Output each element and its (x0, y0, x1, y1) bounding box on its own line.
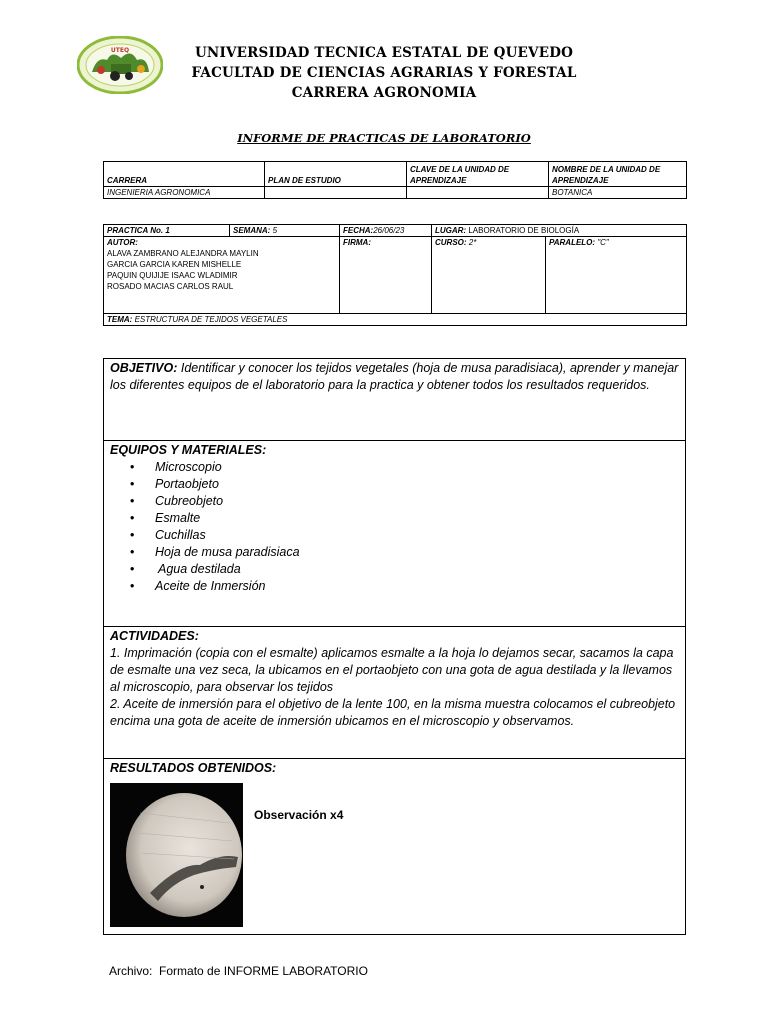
author-name: ROSADO MACIAS CARLOS RAUL (107, 282, 234, 291)
header-carrera: CARRERA (104, 162, 265, 187)
firma-cell: FIRMA: (340, 237, 432, 314)
list-item: • Hoja de musa paradisiaca (110, 544, 679, 561)
resultados-label: RESULTADOS OBTENIDOS: (110, 761, 277, 775)
list-item: • Cuchillas (110, 527, 679, 544)
equipos-section (103, 440, 686, 627)
list-item: • Aceite de Inmersión (110, 578, 679, 595)
tema-cell: TEMA: ESTRUCTURA DE TEJIDOS VEGETALES (104, 314, 687, 326)
value-nombre-unidad: BOTANICA (549, 187, 687, 199)
header-clave-unidad: CLAVE DE LA UNIDAD DE APRENDIZAJE (407, 162, 549, 187)
footer-value: Formato de INFORME LABORATORIO (159, 964, 368, 978)
header-plan-estudio: PLAN DE ESTUDIO (265, 162, 407, 187)
equipos-label: EQUIPOS Y MATERIALES: (110, 443, 267, 457)
autor-cell: AUTOR: ALAVA ZAMBRANO ALEJANDRA MAYLIN GARCIA GARCIA KAREN MISHELLE PAQUIN QUIJIJE ISAAC WLADIMIR ROSADO MACIAS CARLOS RAUL (104, 237, 340, 314)
footer-label: Archivo: (109, 964, 153, 978)
author-name: ALAVA ZAMBRANO ALEJANDRA MAYLIN (107, 249, 259, 258)
actividades-section (103, 626, 686, 759)
faculty-name: FACULTAD DE CIENCIAS AGRARIAS Y FORESTAL (191, 65, 577, 81)
objetivo-section (103, 358, 686, 441)
list-item: • Portaobjeto (110, 476, 679, 493)
author-name: GARCIA GARCIA KAREN MISHELLE (107, 260, 242, 269)
value-clave-unidad (407, 187, 549, 199)
list-item: • Agua destilada (110, 561, 679, 578)
lugar-cell: LUGAR: LABORATORIO DE BIOLOGÍA (432, 225, 687, 237)
author-name: PAQUIN QUIJIJE ISAAC WLADIMIR (107, 271, 238, 280)
fecha-cell: FECHA:26/06/23 (340, 225, 432, 237)
list-item: • Cubreobjeto (110, 493, 679, 510)
list-item: • Esmalte (110, 510, 679, 527)
svg-text:UTEQ: UTEQ (110, 47, 130, 54)
objetivo-text: Identificar y conocer los tejidos vegetales (hoja de musa paradisiaca), aprender y manejar los diferentes equipos de el laboratorio para la practica y obtener todos los resultados requeridos. (110, 361, 679, 392)
curso-cell: CURSO: 2* (432, 237, 546, 314)
resultados-section (103, 758, 686, 935)
report-title: INFORME DE PRACTICAS DE LABORATORIO (237, 131, 531, 145)
actividad-step: 1. Imprimación (copia con el esmalte) aplicamos esmalte a la hoja lo dejamos secar, sacamos la capa de esmalte una vez seca, la ubicamos en el portaobjeto con una gota de agua destilada y la llevamos al microscopio, para observar los tejidos (110, 646, 674, 694)
semana-cell: SEMANA: 5 (230, 225, 340, 237)
value-plan-estudio (265, 187, 407, 199)
value-carrera: INGENIERIA AGRONOMICA (104, 187, 265, 199)
paralelo-cell: PARALELO: "C" (546, 237, 687, 314)
microscope-observation-image (110, 783, 243, 927)
practica-cell: PRACTICA No. 1 (104, 225, 230, 237)
list-item: • Microscopio (110, 459, 679, 476)
footer (109, 964, 368, 978)
course-info-table (103, 161, 687, 199)
observation-label: Observación x4 (254, 808, 344, 822)
career-name: CARRERA AGRONOMIA (291, 85, 477, 101)
actividad-step: 2. Aceite de inmersión para el objetivo de la lente 100, en la misma muestra colocamos el cubreobjeto encima una gota de aceite de inmersión ubicamos en el microscopio y observamos. (110, 697, 676, 728)
university-name: UNIVERSIDAD TECNICA ESTATAL DE QUEVEDO (194, 45, 574, 61)
objetivo-label: OBJETIVO: (110, 361, 178, 375)
practice-info-table (103, 224, 687, 326)
header-nombre-unidad: NOMBRE DE LA UNIDAD DE APRENDIZAJE (549, 162, 687, 187)
materials-list (110, 459, 679, 595)
actividades-label: ACTIVIDADES: (110, 629, 199, 643)
